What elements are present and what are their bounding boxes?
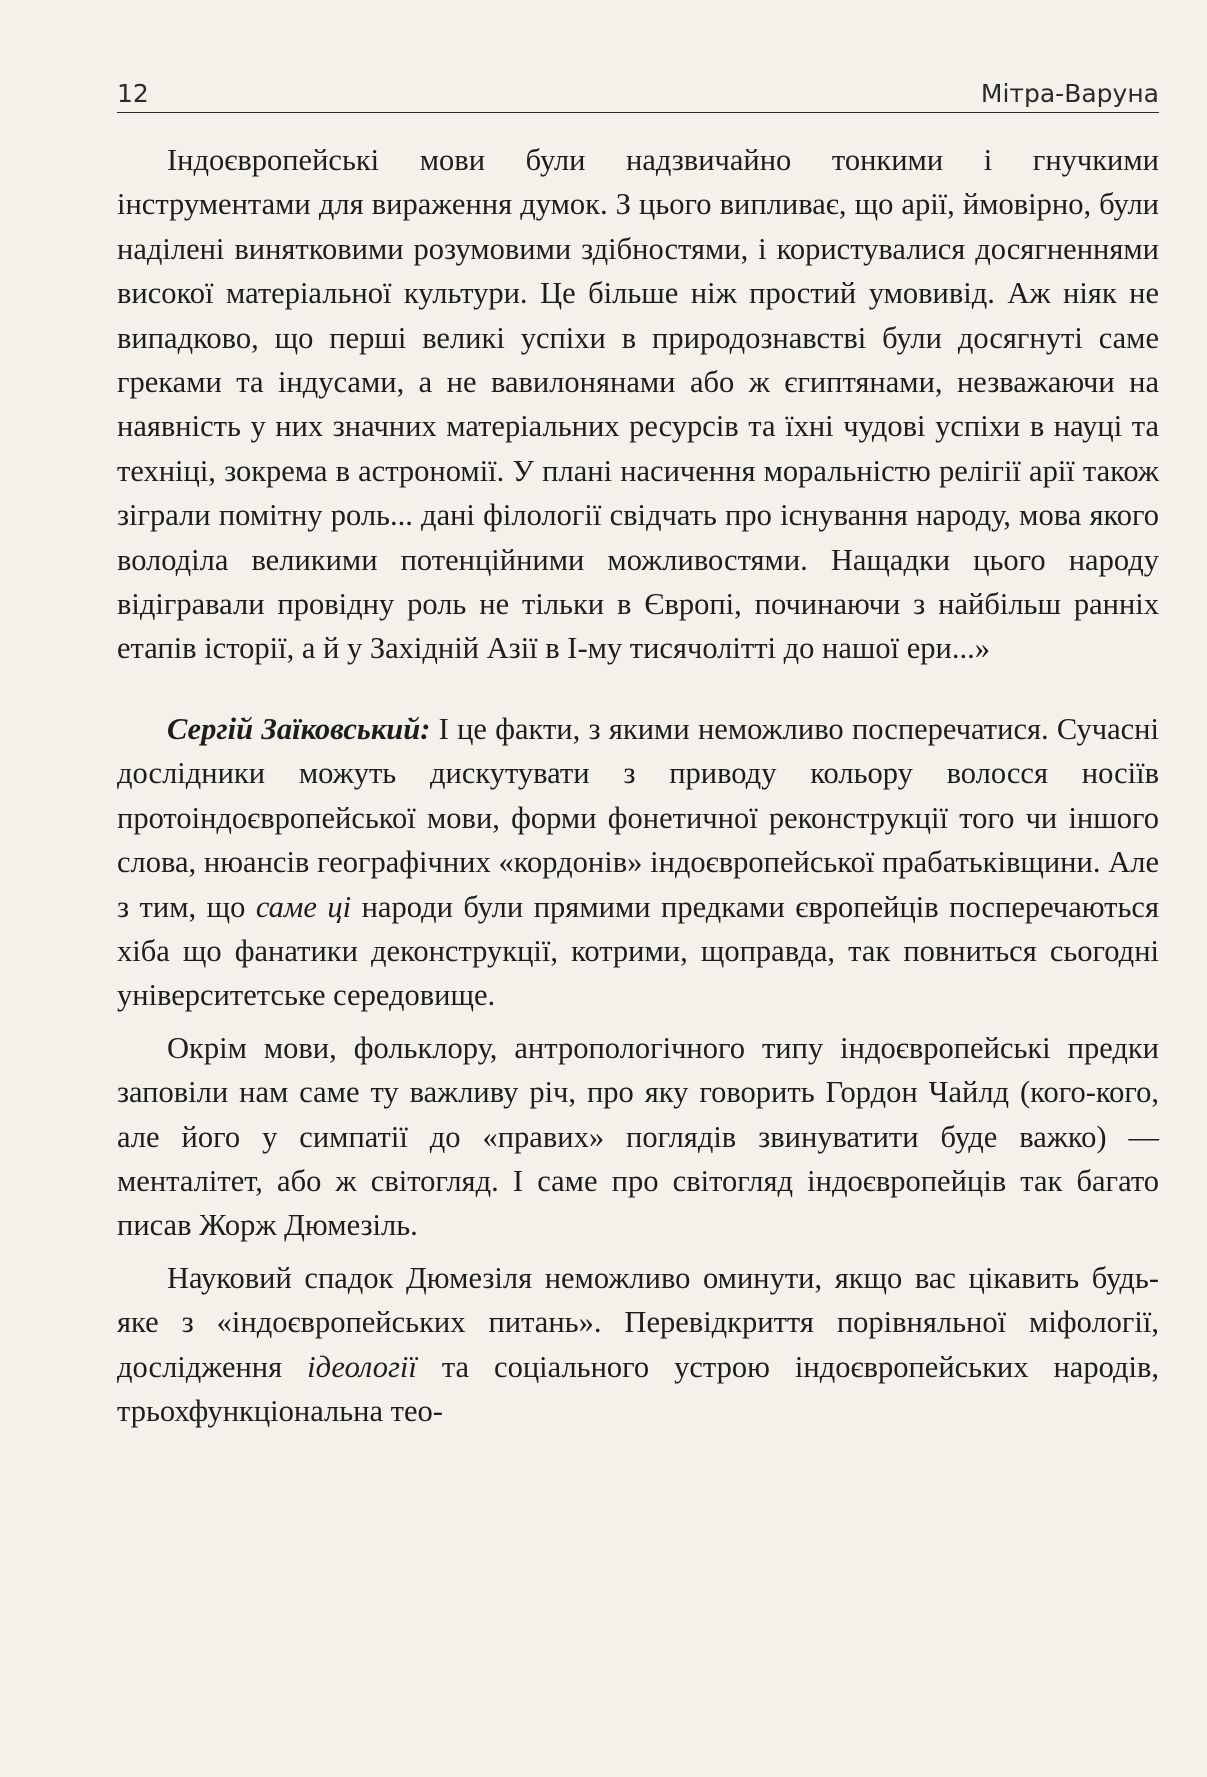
paragraph-text: народи були прямими предками європейців посперечаються хіба що фанатики деконструкції, котрими, щоправда, так повниться сьогодні університетське середовище.	[117, 889, 1159, 1013]
page-body	[117, 138, 1159, 1433]
paragraph-text: та соціального устрою індоєвропейських народів, трьохфункціональна тео-	[117, 1349, 1159, 1428]
paragraph-quote-end	[117, 138, 1159, 671]
running-header	[117, 70, 1159, 113]
speaker-name: Сергій Заїковський:	[167, 711, 431, 746]
paragraph-text: Індоєвропейські мови були надзвичайно тонкими і гнучкими інструментами для вираження думок. З цього випливає, що арії, ймовірно, були наділені винятковими розумовими здібностями, і користувалися досягненнями високої матеріальної культури. Це більше ніж простий умовивід. Аж ніяк не випадково, що перші великі успіхи в природознавстві були досягнуті саме греками та індусами, а не вавилонянами або ж єгиптянами, незважаючи на наявність у них значних матеріальних ресурсів та їхні чудові успіхи в науці та техніці, зокрема в астрономії. У плані насичення моральністю релігії арії також зіграли помітну роль... дані філології свідчать про існування народу, мова якого володіла великими потенційними можливостями. Нащадки цього народу відігравали провідну роль не тільки в Європі, починаючи з найбільш ранніх етапів історії, а й у Західній Азії в І-му тисячолітті до нашої ери...»	[117, 143, 1159, 666]
emphasis-text: ідеології	[307, 1349, 417, 1384]
running-title: Мітра-Варуна	[980, 79, 1159, 108]
page-number: 12	[117, 79, 149, 108]
paragraph	[117, 1026, 1159, 1248]
paragraph-text: І це факти, з якими неможливо посперечатися. Сучасні дослідники можуть дискутувати з приводу кольору волосся носіїв протоіндоєвропейської мови, форми фонетичної реконструкції того чи іншого слова, нюансів географічних «кордонів» індоєвропейської прабатьківщини. Але з тим, що	[117, 711, 1159, 924]
paragraph-text: Окрім мови, фольклору, антропологічного типу індоєвропейські предки заповіли нам саме ту важливу річ, про яку говорить Гордон Чайлд (кого-кого, але його у симпатії до «правих» поглядів звинуватити буде важко) — менталітет, або ж світогляд. І саме про світогляд індоєвропейців так багато писав Жорж Дюмезіль.	[117, 1030, 1159, 1243]
paragraph-text: Науковий спадок Дюмезіля неможливо оминути, якщо вас цікавить будь-яке з «індоєвропейських питань». Перевідкриття порівняльної міфології, дослідження	[117, 1260, 1159, 1384]
emphasis-text: саме ці	[255, 889, 352, 924]
paragraph-speaker	[117, 707, 1159, 1018]
paragraph	[117, 1256, 1159, 1434]
